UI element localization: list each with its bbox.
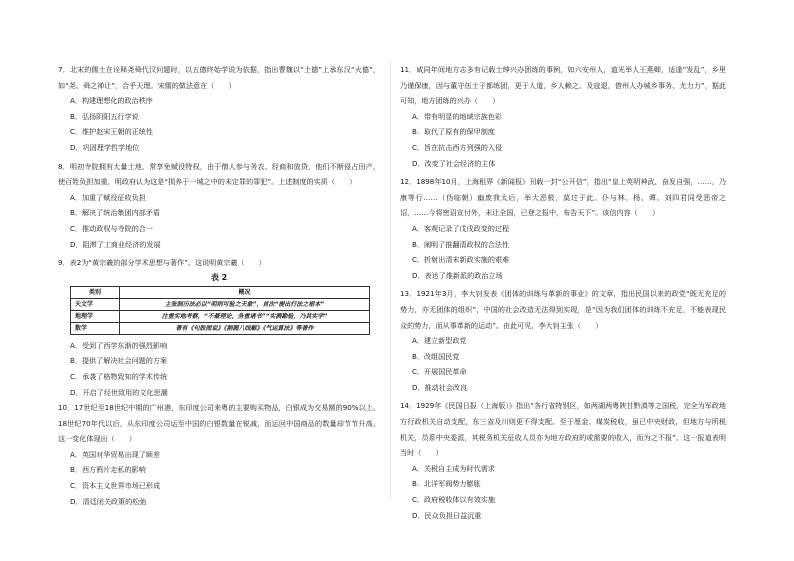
question-12-option-d: D．表达了维新派的政治立场 xyxy=(412,270,503,280)
table-cell-category: 数学 xyxy=(71,322,120,334)
question-8-stem: 8．明初寺院拥有大量土地，常享免赋役特权，由于僧人参与务农、经商和放贷，他们不断侵占田产，使百姓负担加重，明政府认为这是“损养于一城之中的未定罪的罪犯”。上述制度的实质（ ） xyxy=(58,161,380,187)
table-cell-overview: 主张制历法必以“明则可验之天象”，首次“提出行法之根本” xyxy=(120,298,370,310)
question-10-option-b: B．西方鸦片走私的影响 xyxy=(70,465,146,475)
question-11-option-b: B．取代了原有的保甲制度 xyxy=(412,127,495,137)
question-13-option-d: D．推动社会改良 xyxy=(412,382,468,392)
question-8-option-d: D．阻滞了工商业经济的发展 xyxy=(70,239,161,249)
question-9 xyxy=(58,255,380,400)
question-7-option-d: D．巩固理学哲学地位 xyxy=(70,142,140,152)
table-2 xyxy=(70,286,370,335)
question-12-option-b: B．阐明了推翻清政权的合法性 xyxy=(412,239,510,249)
question-9-option-d: D．开启了经世致用的文化思潮 xyxy=(70,387,168,397)
table-row xyxy=(71,298,370,310)
question-10 xyxy=(58,400,380,509)
question-10-stem: 10．17世纪至18世纪中期的广州港，东印度公司来粤的主要购买物品，白银成为交易额的90%以上。18世纪70年代以后，从东印度公司运至中国的白银数量在锐减，而运回中国商品的数量却节节升高。这一变化体现出（ ） xyxy=(58,403,380,444)
question-14-stem: 14．1929年《民国日报（上海版）》指出“各行省特别区，如两湖两粤陕甘黔滇等之国税，完全为军政地方行政机关自动支配，东三省及川则更不得支配。至于厘金、煤炭税收，虽已中央财政，但地方与所税机关，员系中央委派，其税务机关征收人员亦为地方政府的或需要的收入，而为之不报”。这一报道表明当时（ ） xyxy=(400,401,726,458)
question-7-stem: 7．北宋的儒士在诠释尧舜代汉问题时，以五德终始学说为依据，指出曹魏以“土德”上承东汉“火德”，如“尧、舜之禅让”，合乎天理。宋儒的做法意在（ ） xyxy=(58,65,380,90)
table-cell-category: 天文学 xyxy=(71,298,120,310)
column-divider xyxy=(390,60,391,500)
question-10-option-a: A．英国对华贸易出现了顺差 xyxy=(70,449,160,459)
question-7 xyxy=(58,62,380,156)
question-13 xyxy=(400,286,726,395)
table-cell-category: 地理学 xyxy=(71,310,120,322)
question-14 xyxy=(400,398,726,523)
table-row xyxy=(71,322,370,334)
question-9-option-c: C．承袭了格物致知的学术传统 xyxy=(70,371,168,381)
question-13-option-a: A．建立新型政党 xyxy=(412,336,467,346)
question-9-option-a: A．受到了西学东渐的强烈影响 xyxy=(70,340,168,350)
question-12-option-a: A．客观记录了戊戌政变的过程 xyxy=(412,223,510,233)
question-10-option-c: C．资本主义世界市场已形成 xyxy=(70,481,161,491)
right-column xyxy=(400,62,726,523)
question-12 xyxy=(400,174,726,283)
question-11-option-d: D．改变了社会经济的主体 xyxy=(412,158,496,168)
question-13-stem: 13．1921年3月，李大钊发表《团体的训练与革新的事业》的文章，指出民国以来的政党“既无充足的势力，亦无团体的组织”，中国的社会改造无法得到实现，是“因为我们团体的训练不充足，不能表现民众的势力，而从事革新的运动”。由此可见，李大钊主张（ ） xyxy=(400,289,726,330)
question-9-stem: 9．表2为“黄宗羲的部分学术思想与著作”。这说明黄宗羲（ ） xyxy=(58,258,266,268)
question-14-option-d: D．民众负担日益沉重 xyxy=(412,510,482,520)
question-13-option-b: B．改组国民党 xyxy=(412,351,460,361)
question-10-option-d: D．清廷闭关政策的松弛 xyxy=(70,496,147,506)
question-8-option-c: C．推动政权与寺院的合一 xyxy=(70,223,153,233)
question-11-stem: 11．咸同年间地方志多有记载士绅兴办团练的事例，如六安州人，道光举人王燕卿，适逢“发乱”，乡里乃谨保康，因与董守伍士子都练团，更于人道，乡人赖之。及寇退，借州人办城乡事务、尤力力”，据此可知，地方团练的兴办（ ） xyxy=(400,65,726,106)
table-cell-overview: 注重实地考察，“不最理论，务重诸书”“实测勘验，乃其实学” xyxy=(120,310,370,322)
question-13-option-c: C．开展国民革命 xyxy=(412,367,467,377)
question-12-option-c: C．折射出清末新政实施的艰难 xyxy=(412,255,510,265)
question-7-option-b: B．弘扬阴阳五行学说 xyxy=(70,111,139,121)
question-11 xyxy=(400,62,726,171)
question-11-option-a: A．带有明显的地域宗族色彩 xyxy=(412,111,502,121)
question-11-option-c: C．旨在抗击西方列强的入侵 xyxy=(412,142,503,152)
table-2-title: 表 2 xyxy=(210,272,228,282)
question-12-stem: 12．1898年10月，上海租界《新闻报》刊载一封“公开信”，指出“皇上英明神武，奋发自强，……，乃康等行……（伪临朝）幽废我太后，举大恶极，莫过于此。仆与林、杨、谭、刘四君同受恶帝之诏，……今将密诏宣付外，未让全国，已登之报中，布告天下”。该信内容（ ） xyxy=(400,177,726,218)
question-14-option-b: B．北洋军阀势力膨胀 xyxy=(412,479,481,489)
question-7-option-a: A．构建理想化的政治秩序 xyxy=(70,96,153,106)
left-column xyxy=(58,62,380,509)
question-8-option-a: A．加重了赋役征收负担 xyxy=(70,192,146,202)
table-header-row xyxy=(71,286,370,298)
question-9-option-b: B．提供了解决社会问题的方案 xyxy=(70,356,168,366)
table-row xyxy=(71,310,370,322)
question-14-option-a: A．关税自主成为时代需求 xyxy=(412,463,495,473)
question-8-option-b: B．解决了统治集团内部矛盾 xyxy=(70,208,160,218)
table-cell-overview: 著有《句股图说》《割圆八线解》《气运算法》等著作 xyxy=(120,322,370,334)
question-14-option-c: C．政府税收体以有效实施 xyxy=(412,495,495,505)
table-header-category: 类别 xyxy=(71,286,120,298)
question-8 xyxy=(58,159,380,253)
question-7-option-c: C．维护赵宋王朝的正统性 xyxy=(70,127,153,137)
table-header-overview: 概况 xyxy=(120,286,370,298)
